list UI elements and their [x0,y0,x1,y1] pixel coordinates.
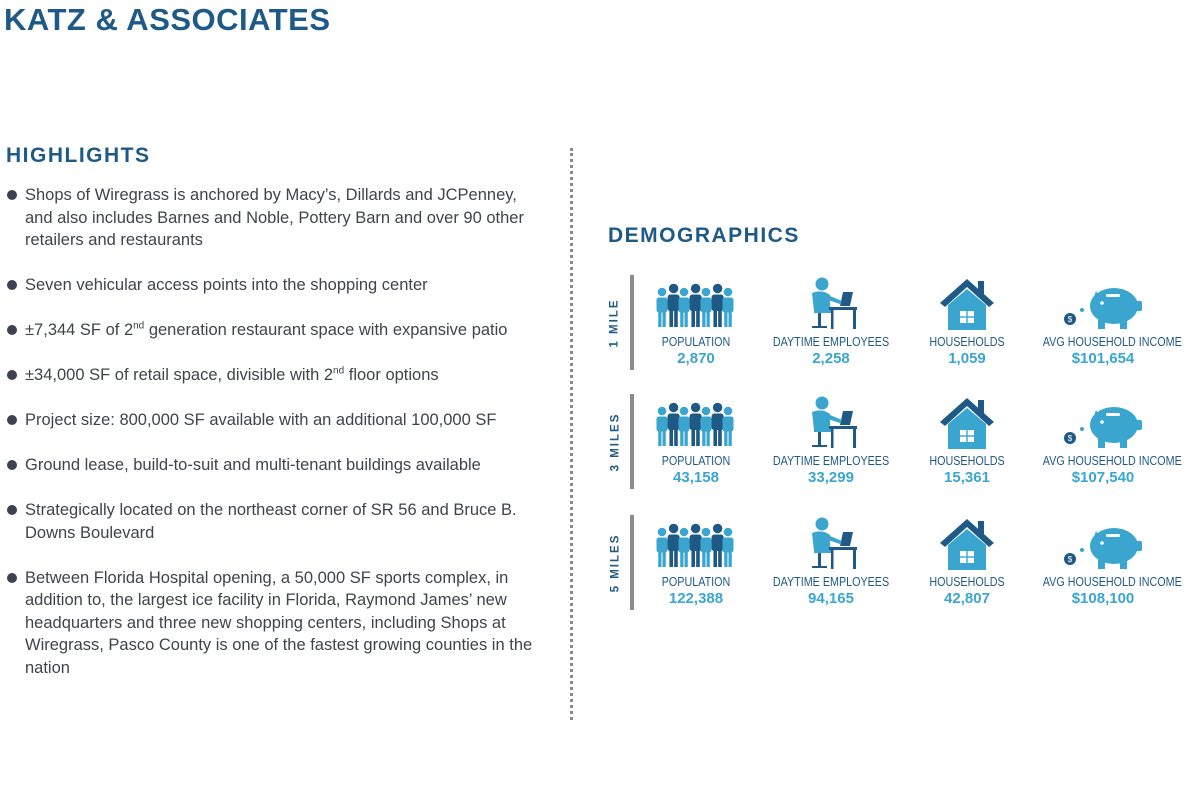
highlight-item [6,184,536,252]
radius-text: 3 MILES [609,412,622,471]
highlight-text: Shops of Wiregrass is anchored by Macy’s, Dillards and JCPenney, and also includes Barnes and Noble, Pottery Barn and over 90 other retailers and restaurants [25,186,524,249]
bullet-icon [7,190,17,200]
people-group-icon [626,275,766,331]
bullet-icon [7,505,17,515]
stat-population [626,394,766,487]
stat-employees [761,275,901,368]
highlight-text: ±7,344 SF of 2 [25,321,134,339]
stat-label: DAYTIME EMPLOYEES [772,454,890,468]
highlight-text: Project size: 800,000 SF available with an additional 100,000 SF [25,411,497,429]
stat-label: DAYTIME EMPLOYEES [772,575,890,589]
stat-label: HOUSEHOLDS [929,335,1005,349]
person-at-desk-icon [761,275,901,331]
highlight-text: Strategically located on the northeast corner of SR 56 and Bruce B. Downs Boulevard [25,501,517,542]
stat-value: $108,100 [1071,590,1135,607]
stat-households [897,515,1037,608]
stat-value: 94,165 [808,590,854,607]
svg-text:$: $ [1067,315,1073,324]
ordinal-suffix: nd [133,320,145,332]
stat-label: HOUSEHOLDS [929,454,1005,468]
stat-value: 15,361 [944,469,990,486]
bullet-icon [7,280,17,290]
highlight-item [6,364,536,387]
highlight-item [6,499,536,544]
demographics-row [608,515,1182,610]
demographics-row [608,394,1182,489]
stat-label: POPULATION [661,575,731,589]
demographics-row [608,275,1182,370]
house-icon [897,515,1037,571]
highlight-text: Between Florida Hospital opening, a 50,000 SF sports complex, in addition to, the largest ice facility in Florida, Raymond James’ new headquarters and three new shopping centers, including Shops at Wiregrass, Pasco County is one of the fastest growing counties in the nation [25,568,533,677]
stat-value: 2,870 [677,350,715,367]
radius-text: 5 MILES [609,533,622,592]
highlight-item [6,274,536,297]
highlight-item [6,567,536,680]
ordinal-suffix: nd [333,365,345,377]
piggy-bank-icon [1033,515,1173,571]
radius-text: 1 MILE [609,297,621,348]
stat-income [1033,275,1182,368]
person-at-desk-icon [761,394,901,450]
stat-label: AVG HOUSEHOLD INCOME [1042,575,1182,589]
stat-value: 43,158 [673,469,719,486]
stat-income [1033,394,1182,487]
stat-value: 2,258 [812,350,850,367]
stat-population [626,515,766,608]
stat-value: 33,299 [808,469,854,486]
stat-label: POPULATION [661,335,731,349]
highlight-text: ±34,000 SF of retail space, divisible with 2 [25,366,334,384]
highlight-item [6,454,536,477]
stat-label: DAYTIME EMPLOYEES [772,335,890,349]
person-at-desk-icon [761,515,901,571]
bullet-icon [7,325,17,335]
people-group-icon [626,515,766,571]
stat-households [897,275,1037,368]
column-divider [570,148,573,720]
stat-population [626,275,766,368]
stat-label: HOUSEHOLDS [929,575,1005,589]
brand-title: KATZ & ASSOCIATES [4,2,331,37]
stat-value: 42,807 [944,590,990,607]
stat-label: POPULATION [661,454,731,468]
people-group-icon [626,394,766,450]
bullet-icon [7,415,17,425]
stat-label: AVG HOUSEHOLD INCOME [1042,335,1182,349]
highlight-text: generation restaurant space with expansive patio [144,321,508,339]
bullet-icon [7,460,17,470]
highlight-item [6,319,536,342]
svg-text:$: $ [1067,434,1073,443]
highlights-list [6,184,536,702]
highlight-text: Ground lease, build-to-suit and multi-tenant buildings available [25,456,481,474]
stat-value: 122,388 [668,590,724,607]
stat-value: $101,654 [1071,350,1135,367]
bullet-icon [7,573,17,583]
highlights-heading: HIGHLIGHTS [6,144,151,167]
piggy-bank-icon [1033,275,1173,331]
svg-text:$: $ [1067,555,1073,564]
highlight-item [6,409,536,432]
stat-employees [761,394,901,487]
bullet-icon [7,370,17,380]
house-icon [897,394,1037,450]
demographics-heading: DEMOGRAPHICS [608,224,800,247]
stat-label: AVG HOUSEHOLD INCOME [1042,454,1182,468]
house-icon [897,275,1037,331]
highlight-text: Seven vehicular access points into the shopping center [25,276,428,294]
stat-value: 1,059 [948,350,986,367]
piggy-bank-icon [1033,394,1173,450]
stat-employees [761,515,901,608]
stat-value: $107,540 [1071,469,1135,486]
highlight-text: floor options [344,366,439,384]
stat-households [897,394,1037,487]
stat-income [1033,515,1182,608]
